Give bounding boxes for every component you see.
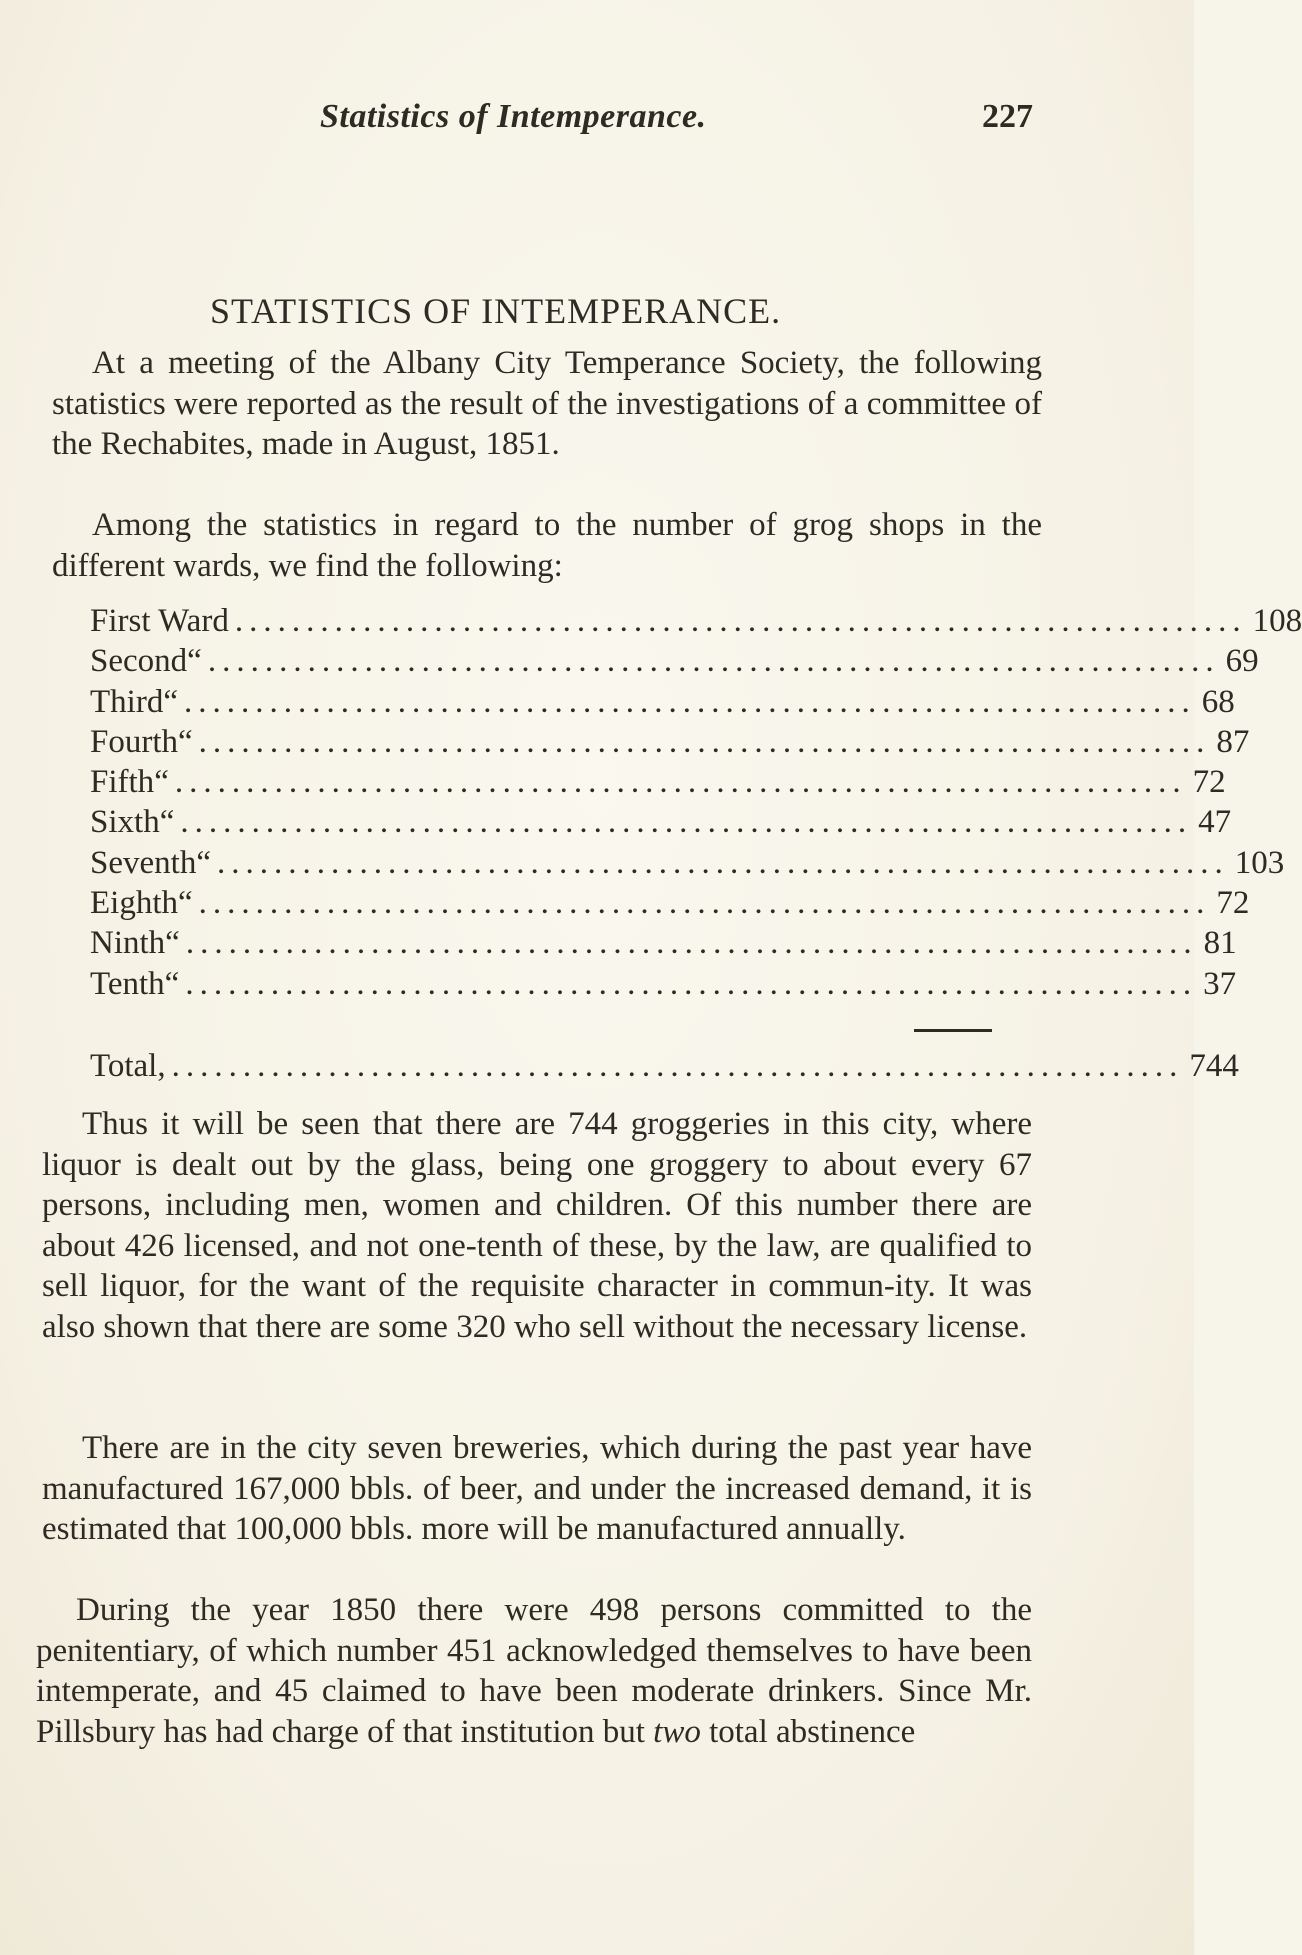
emphasis-two: two bbox=[653, 1713, 701, 1750]
dot-leader: ....................................................................... bbox=[185, 965, 1198, 1002]
ward-count: 81 bbox=[1203, 925, 1237, 962]
ward-count: 72 bbox=[1216, 885, 1250, 922]
dot-leader: ....................................................................... bbox=[198, 885, 1211, 922]
ward-count: 69 bbox=[1225, 643, 1259, 680]
ward-name: Sixth bbox=[90, 804, 160, 841]
ditto-mark: “ bbox=[159, 804, 175, 841]
dot-leader: ....................................................................... bbox=[207, 643, 1220, 680]
dot-leader: ....................................................................... bbox=[171, 1048, 1184, 1084]
ditto-mark: “ bbox=[164, 965, 180, 1002]
paragraph-intro: At a meeting of the Albany City Temperance Society, the following statistics were reported as the result of the investigations of a committee of the Rechabites, made in August, 1851. bbox=[52, 345, 1042, 462]
section-title: STATISTICS OF INTEMPERANCE. bbox=[210, 291, 782, 331]
total-label: Total, bbox=[90, 1048, 166, 1084]
sum-rule bbox=[914, 1029, 992, 1032]
ward-row bbox=[90, 723, 1250, 764]
ward-name: Tenth bbox=[90, 965, 165, 1002]
ward-row-first bbox=[90, 603, 1302, 643]
ditto-mark: “ bbox=[165, 925, 180, 962]
ditto-mark: “ bbox=[154, 764, 169, 801]
paragraph-penitentiary-text: During the year 1850 there were 498 persons committed to the penitentiary, of which number 451 acknowledged themselves to have been intemperate, and 45 claimed to have been moderate drinkers. Since Mr. Pillsbury has had charge of that institution but bbox=[36, 1592, 1032, 1750]
page-number: 227 bbox=[982, 98, 1033, 135]
ward-row bbox=[90, 764, 1226, 804]
ward-list bbox=[90, 603, 1302, 1006]
dot-leader: ....................................................................... bbox=[234, 603, 1247, 639]
ward-name: First Ward bbox=[90, 603, 229, 639]
ditto-mark: “ bbox=[163, 683, 178, 720]
ward-name: Eighth bbox=[90, 885, 178, 922]
total-row bbox=[90, 1048, 1239, 1085]
dot-leader: ....................................................................... bbox=[185, 925, 1198, 962]
paragraph-penitentiary-end: total abstinence bbox=[709, 1713, 916, 1750]
ward-count: 103 bbox=[1234, 844, 1285, 881]
ward-row bbox=[90, 643, 1259, 683]
ward-count: 108 bbox=[1252, 603, 1302, 639]
running-head: Statistics of Intemperance. bbox=[320, 98, 707, 135]
ditto-mark: “ bbox=[196, 844, 211, 881]
ward-name: Seventh bbox=[90, 844, 197, 881]
ward-row bbox=[90, 925, 1237, 965]
ward-name: Fourth bbox=[90, 723, 179, 760]
ward-name: Third bbox=[90, 683, 164, 720]
paragraph-breweries: There are in the city seven breweries, which during the past year have manufactured 167,000 bbls. of beer, and under the increased demand, it is estimated that 100,000 bbls. more will be manufactured annually. bbox=[42, 1430, 1032, 1547]
dot-leader: ....................................................................... bbox=[216, 844, 1229, 881]
ward-count: 87 bbox=[1216, 723, 1250, 760]
ditto-mark: “ bbox=[178, 723, 193, 760]
dot-leader: ....................................................................... bbox=[174, 764, 1187, 801]
ditto-mark: “ bbox=[187, 643, 202, 680]
ward-row bbox=[90, 885, 1250, 925]
dot-leader: ....................................................................... bbox=[183, 683, 1196, 720]
ward-count: 37 bbox=[1203, 965, 1237, 1002]
dot-leader: ....................................................................... bbox=[180, 804, 1193, 841]
ward-row bbox=[90, 844, 1285, 885]
ward-name: Ninth bbox=[90, 925, 166, 962]
ward-row bbox=[90, 804, 1232, 844]
paragraph-penitentiary bbox=[36, 1590, 1032, 1752]
ward-name: Second bbox=[90, 643, 188, 680]
ward-count: 47 bbox=[1198, 804, 1232, 841]
paragraph-grog-shops: Among the statistics in regard to the number of grog shops in the different wards, we find the following: bbox=[52, 507, 1042, 584]
ward-row bbox=[90, 683, 1235, 724]
total-value: 744 bbox=[1189, 1048, 1239, 1084]
ward-count: 68 bbox=[1201, 683, 1235, 720]
paragraph-groggeries: Thus it will be seen that there are 744 groggeries in this city, where liquor is dealt out by the glass, being one groggery to about every 67 persons, including men, women and children. Of this number there are about 426 licensed, and not one-tenth of these, by the law, are qualified to sell liquor, for the want of the requisite character in commun-ity. It was also shown that there are some 320 who sell without the necessary license. bbox=[42, 1106, 1032, 1345]
ward-count: 72 bbox=[1192, 764, 1226, 801]
ward-row bbox=[90, 965, 1237, 1006]
dot-leader: ....................................................................... bbox=[198, 723, 1211, 760]
ditto-mark: “ bbox=[178, 885, 193, 922]
ward-name: Fifth bbox=[90, 764, 155, 801]
